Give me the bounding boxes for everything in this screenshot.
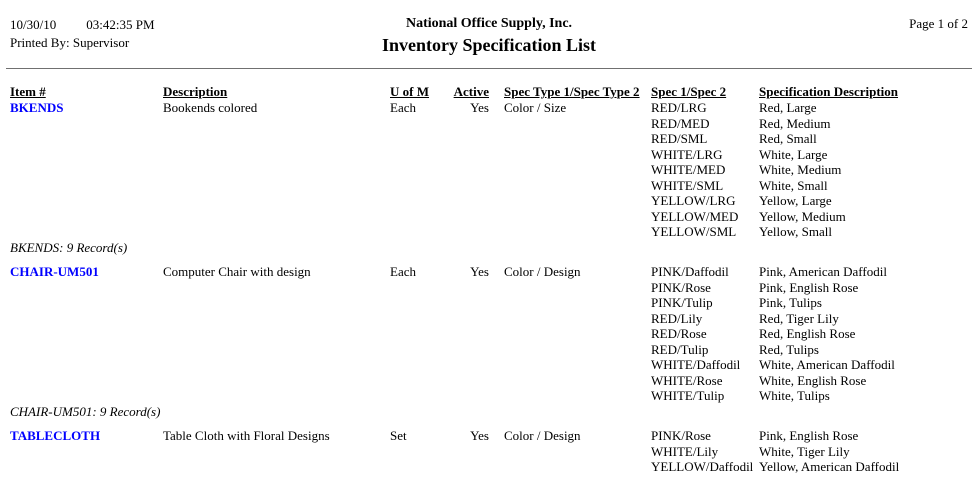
- spec-code: PINK/Daffodil: [651, 264, 729, 279]
- spec-description: Pink, Tulips: [759, 295, 822, 310]
- spec-code: RED/MED: [651, 115, 710, 131]
- spec-description: White, American Daffodil: [759, 357, 895, 372]
- spec-description: White, Medium: [759, 162, 842, 177]
- spec-code: RED/Tulip: [651, 341, 709, 357]
- spec-type-value: Color / Design: [504, 264, 581, 279]
- spec-description: White, Large: [759, 146, 828, 162]
- spec-code: WHITE/SML: [651, 177, 724, 193]
- table-header-row: [10, 84, 978, 100]
- spec-code: WHITE/LRG: [651, 146, 723, 162]
- spec-type-value: Color / Design: [504, 428, 581, 443]
- spec-description: Red, Tulips: [759, 341, 819, 357]
- spec-description: White, English Rose: [759, 372, 867, 388]
- spec-code: RED/SML: [651, 131, 708, 146]
- column-header-spec: Spec 1/Spec 2: [651, 84, 727, 99]
- spec-code: RED/Lily: [651, 310, 703, 326]
- item-code-link[interactable]: TABLECLOTH: [10, 428, 101, 443]
- spec-code: WHITE/Tulip: [651, 388, 725, 403]
- item-group: [10, 100, 978, 255]
- spec-description: Pink, English Rose: [759, 428, 859, 443]
- spec-description: Yellow, Large: [759, 193, 832, 208]
- spec-description: Red, Medium: [759, 115, 831, 131]
- print-datetime: [10, 16, 155, 34]
- item-description: Table Cloth with Floral Designs: [163, 428, 330, 443]
- spec-code: PINK/Rose: [651, 428, 711, 443]
- item-row: [10, 264, 978, 404]
- spec-codes-column: [651, 264, 759, 404]
- column-header-item: Item #: [10, 84, 46, 99]
- spec-description: Red, Tiger Lily: [759, 310, 839, 326]
- spec-description: Red, English Rose: [759, 326, 856, 341]
- spec-code: PINK/Tulip: [651, 295, 713, 310]
- spec-codes-column: [651, 428, 759, 475]
- active-value: Yes: [470, 264, 489, 279]
- spec-code: WHITE/Rose: [651, 372, 723, 388]
- uofm-value: Each: [390, 264, 416, 279]
- spec-description: Yellow, American Daffodil: [759, 459, 900, 474]
- active-value: Yes: [470, 100, 489, 115]
- spec-code: YELLOW/SML: [651, 224, 737, 239]
- group-record-count: BKENDS: 9 Record(s): [10, 239, 128, 255]
- column-header-active: Active: [453, 84, 489, 99]
- item-code-link[interactable]: BKENDS: [10, 100, 64, 115]
- print-date: 10/30/10: [10, 17, 57, 32]
- item-group: [10, 428, 978, 475]
- company-name: National Office Supply, Inc.: [405, 16, 573, 31]
- page-number: Page 1 of 2: [909, 16, 968, 31]
- spec-code: YELLOW/MED: [651, 208, 739, 224]
- item-row: [10, 100, 978, 240]
- column-header-description: Description: [163, 84, 228, 99]
- spec-description: White, Tiger Lily: [759, 443, 850, 459]
- spec-description: Pink, American Daffodil: [759, 264, 887, 279]
- spec-description: White, Tulips: [759, 388, 830, 403]
- spec-description: Yellow, Small: [759, 224, 832, 239]
- print-time: 03:42:35 PM: [86, 17, 155, 32]
- printed-by: Printed By: Supervisor: [10, 35, 130, 50]
- report-header-left: [10, 16, 155, 52]
- item-description: Bookends colored: [163, 100, 258, 115]
- group-record-count: CHAIR-UM501: 9 Record(s): [10, 403, 161, 419]
- table-body: [10, 100, 978, 475]
- spec-code: WHITE/Daffodil: [651, 357, 741, 372]
- spec-code: YELLOW/Daffodil: [651, 459, 754, 474]
- header-divider: [6, 68, 972, 69]
- spec-type-value: Color / Size: [504, 100, 567, 115]
- spec-description: Red, Small: [759, 131, 817, 146]
- uofm-value: Each: [390, 100, 416, 115]
- spec-code: WHITE/MED: [651, 162, 726, 177]
- spec-descriptions-column: [759, 100, 978, 240]
- item-group: [10, 264, 978, 419]
- column-header-spec-description: Specification Description: [759, 84, 899, 99]
- item-description: Computer Chair with design: [163, 264, 311, 279]
- column-header-uofm: U of M: [390, 84, 429, 99]
- spec-code: YELLOW/LRG: [651, 193, 736, 208]
- report-header-center: [200, 15, 778, 56]
- item-code-link[interactable]: CHAIR-UM501: [10, 264, 99, 279]
- spec-description: Red, Large: [759, 100, 817, 115]
- spec-description: White, Small: [759, 177, 828, 193]
- item-row: [10, 428, 978, 475]
- spec-descriptions-column: [759, 428, 978, 475]
- spec-code: RED/LRG: [651, 100, 707, 115]
- spec-description: Pink, English Rose: [759, 279, 859, 295]
- report-table: [10, 84, 978, 475]
- spec-code: WHITE/Lily: [651, 443, 719, 459]
- spec-code: PINK/Rose: [651, 279, 711, 295]
- spec-descriptions-column: [759, 264, 978, 404]
- spec-code: RED/Rose: [651, 326, 707, 341]
- uofm-value: Set: [390, 428, 407, 443]
- active-value: Yes: [470, 428, 489, 443]
- spec-codes-column: [651, 100, 759, 240]
- spec-description: Yellow, Medium: [759, 208, 846, 224]
- column-header-spec-type: Spec Type 1/Spec Type 2: [504, 84, 640, 99]
- report-title: Inventory Specification List: [382, 35, 596, 55]
